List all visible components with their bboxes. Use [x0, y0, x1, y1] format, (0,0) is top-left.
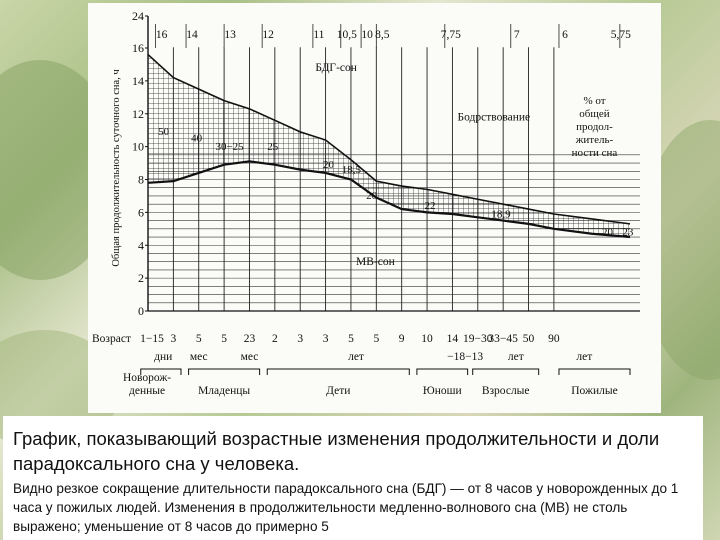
- group-label: Взрослые: [481, 385, 530, 397]
- x-tick-label: 1−15: [140, 333, 164, 345]
- x-tick-label: 19−30: [463, 333, 493, 345]
- y-tick-label: 16: [132, 41, 144, 55]
- x-unit-label: лет: [507, 351, 524, 363]
- rem-percent-label: 18,9: [491, 208, 511, 221]
- x-tick-label: 5: [195, 333, 202, 345]
- group-bracket: [559, 369, 630, 375]
- caption-title: График, показывающий возрастные изменения продолжительности и доли парадоксального сна у человека.: [13, 428, 660, 474]
- group-bracket: [189, 369, 260, 375]
- group-bracket: [473, 369, 539, 375]
- x-tick-label: 23: [243, 333, 256, 345]
- y-tick-label: 10: [132, 139, 144, 154]
- rem-percent-label: 20: [323, 158, 335, 171]
- group-label: Младенцы: [198, 385, 251, 397]
- percent-note-line: общей: [579, 107, 610, 120]
- total-sleep-label: 7: [513, 29, 520, 41]
- rem-percent-label: 50: [158, 126, 170, 139]
- rem-percent-label: 22: [424, 200, 436, 213]
- x-tick-label: 3: [322, 333, 329, 345]
- x-axis-label: Возраст: [92, 333, 131, 345]
- percent-note-line: житель-: [575, 133, 614, 146]
- y-tick-label: 14: [132, 73, 144, 88]
- y-tick-label: 4: [138, 238, 144, 253]
- group-label-newborn: денные: [129, 385, 166, 397]
- rem-sleep-annotation: БДГ-сон: [315, 62, 357, 75]
- x-tick-label: 9: [398, 333, 405, 345]
- total-sleep-label: 12: [262, 29, 274, 41]
- x-unit-label: лет: [576, 351, 593, 363]
- rem-percent-label: 30−25: [215, 140, 244, 153]
- x-tick-label: 33−45: [488, 333, 518, 345]
- x-tick-label: 5: [221, 333, 227, 345]
- x-tick-label: 3: [170, 333, 177, 345]
- total-sleep-label: 16: [155, 29, 168, 41]
- group-label-newborn: Новорож-: [122, 372, 172, 384]
- x-unit-label: мес: [189, 351, 208, 363]
- rem-percent-label: 20: [602, 226, 614, 239]
- rem-percent-label: 20: [366, 190, 378, 203]
- x-unit-label: −18−13: [447, 351, 484, 363]
- chart-panel: [88, 3, 661, 413]
- y-tick-label: 8: [138, 172, 144, 187]
- group-label: Пожилые: [571, 385, 618, 397]
- x-unit-label: лет: [348, 351, 364, 363]
- total-sleep-label: 14: [186, 29, 198, 41]
- x-tick-label: 50: [522, 333, 535, 345]
- total-sleep-label: 13: [224, 29, 236, 41]
- total-sleep-label: 8,5: [375, 29, 390, 41]
- group-bracket: [267, 369, 409, 375]
- y-tick-label: 24: [132, 9, 144, 23]
- total-sleep-label: 10: [361, 29, 373, 41]
- y-tick-label: 12: [132, 106, 144, 121]
- percent-note-line: продол-: [576, 120, 613, 133]
- y-tick-label: 2: [138, 271, 144, 286]
- y-axis-label: Общая продолжительность суточного сна, ч: [111, 69, 122, 267]
- x-tick-label: 3: [297, 333, 304, 345]
- wake-annotation: Бодрствование: [457, 111, 531, 124]
- group-label: Дети: [326, 385, 351, 397]
- percent-note-line: ности сна: [571, 146, 618, 159]
- sleep-age-chart: [88, 3, 661, 413]
- x-unit-label: мес: [240, 351, 259, 363]
- rem-percent-label: 18,5: [341, 163, 361, 176]
- x-tick-label: 5: [348, 333, 354, 345]
- total-sleep-label: 6: [562, 29, 568, 41]
- x-tick-label: 90: [548, 333, 560, 345]
- total-sleep-label: 10,5: [336, 29, 357, 41]
- x-tick-label: 14: [446, 333, 459, 345]
- x-tick-label: 5: [373, 333, 380, 345]
- total-sleep-label: 11: [313, 29, 325, 41]
- caption-box: [3, 416, 703, 540]
- caption-body: Видно резкое сокращение длительности парадоксального сна (БДГ) — от 8 часов у новорожденных до 1 часа у пожилых людей. Изменения в продолжительности медленно-волнового сна (МВ) не столь выражено; уменьшение от 8 часов до примерно 5: [13, 481, 679, 534]
- group-bracket: [417, 369, 468, 375]
- rem-percent-label: 25: [267, 140, 279, 153]
- y-tick-label: 0: [138, 304, 144, 318]
- percent-note-line: % от: [583, 94, 606, 107]
- group-label: Юноши: [422, 385, 462, 397]
- y-tick-label: 6: [138, 205, 144, 220]
- rem-percent-label: 40: [191, 132, 203, 145]
- x-tick-label: 2: [271, 333, 278, 345]
- x-tick-label: 10: [421, 333, 433, 345]
- x-unit-label: дни: [154, 351, 173, 363]
- total-sleep-label: 5,75: [610, 29, 631, 41]
- rem-percent-label: 23: [622, 226, 634, 239]
- total-sleep-label: 7,75: [440, 29, 461, 41]
- slow-wave-annotation: МВ-сон: [356, 255, 395, 268]
